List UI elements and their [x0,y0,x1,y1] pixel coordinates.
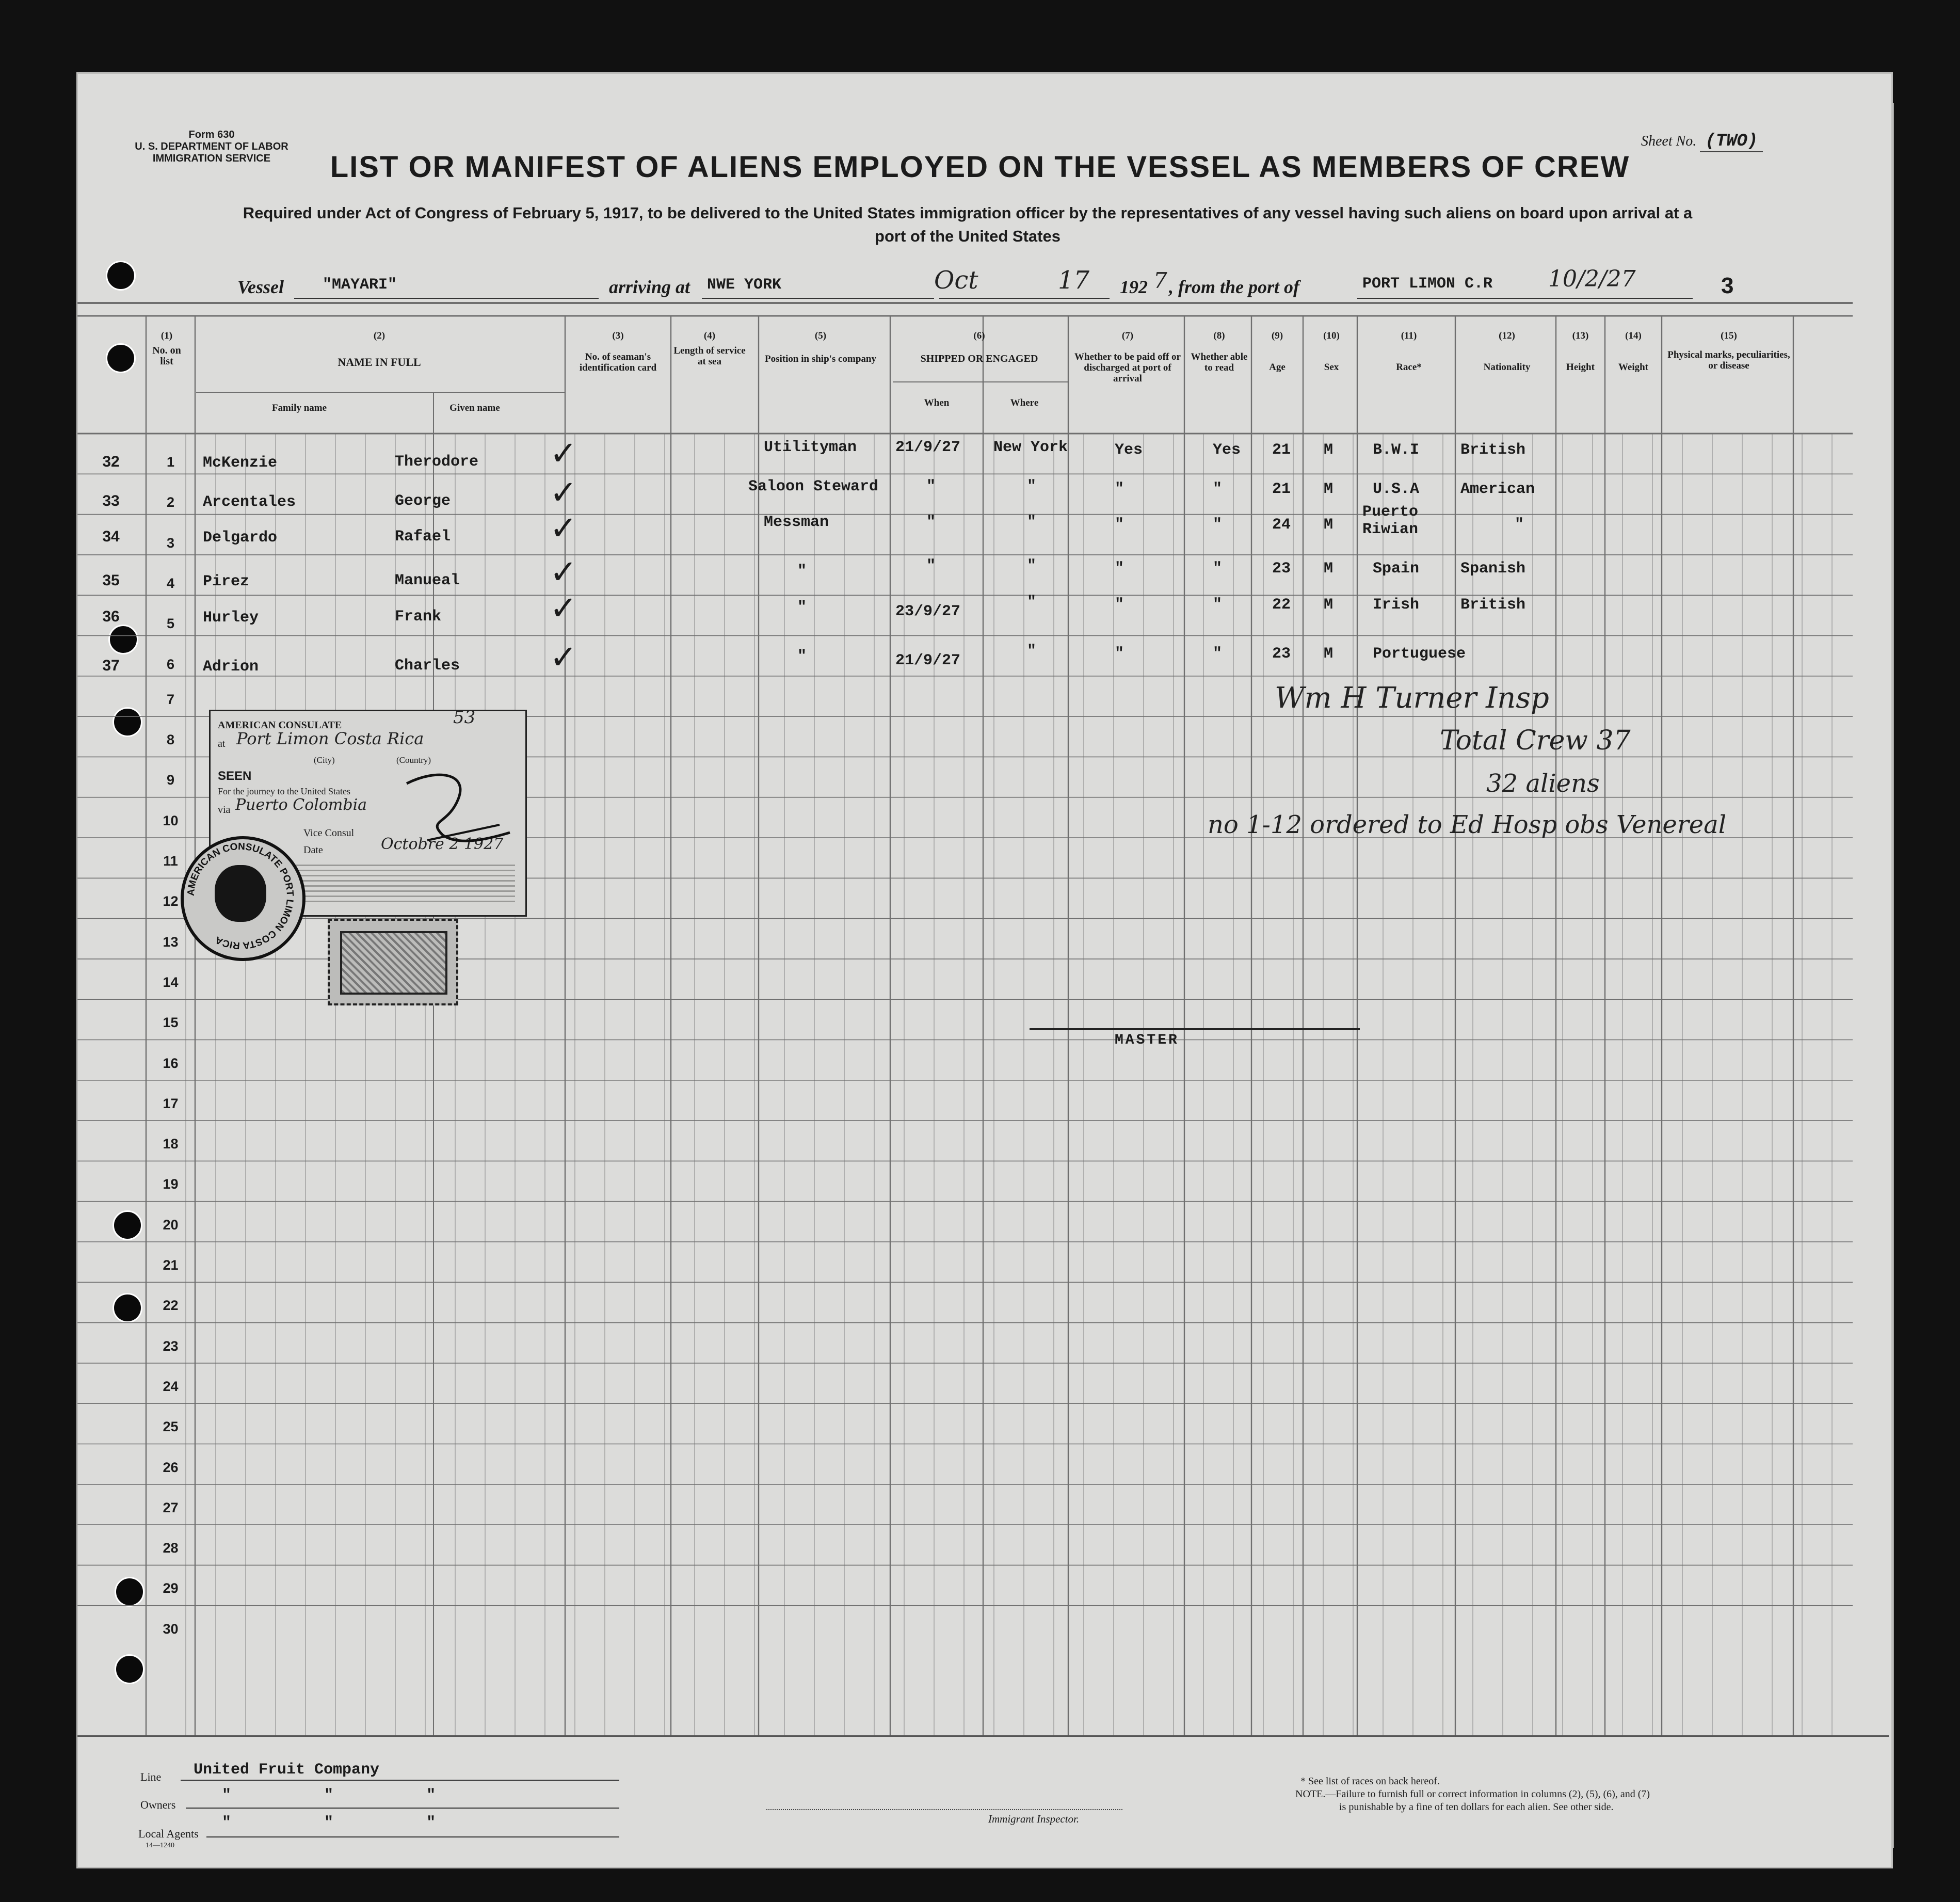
age-value: 23 [1272,560,1291,578]
inspector-signature-line [766,1809,1122,1810]
total-crew-note: Total Crew 37 [1440,725,1631,756]
row-number: 29 [163,1580,179,1596]
shipped-where: " [1027,594,1037,611]
revenue-stamp-icon [328,919,458,1005]
revenue-stamp-inner-icon [340,931,447,995]
col-header-nationality [1460,330,1553,373]
row-number: 13 [163,934,179,950]
col-number: (6) [973,330,985,341]
arriving-value: NWE YORK [707,276,782,294]
col-header-paid [1073,330,1182,384]
race-value: Portuguese [1373,645,1466,663]
family-name: Hurley [203,609,259,627]
stamp-via-label: via [218,804,231,816]
row-number: 8 [166,732,175,748]
col-number: (14) [1625,330,1642,341]
col-label: Weight [1618,362,1649,373]
from-label: , from the port of [1169,277,1300,297]
agents-label: Local Agents [138,1827,199,1840]
col-header-service [671,330,748,367]
year-prefix: 192 [1120,277,1148,297]
nationality-value: American [1460,481,1535,498]
row-number: 1 [166,454,175,470]
col-number: (2) [373,330,385,341]
paid-off-value: " [1115,596,1124,614]
position-value: " [797,599,807,616]
able-to-read-value: " [1213,516,1223,534]
shipped-where: " [1027,478,1037,496]
row-number: 22 [163,1298,179,1314]
able-to-read-value: Yes [1213,441,1241,459]
col-label: Age [1269,362,1286,373]
checkmark-icon: ✓ [550,474,577,512]
sex-value: M [1324,516,1334,534]
row-number: 11 [163,853,178,869]
row-number: 19 [163,1176,179,1192]
sheet-label: Sheet No. [1641,133,1697,149]
shipped-when: " [926,514,936,531]
row-number: 15 [163,1015,179,1031]
able-to-read-value: " [1213,645,1223,663]
sex-value: M [1324,645,1334,663]
crew-row [77,444,1853,480]
given-name: Manueal [395,572,460,589]
col-number: (13) [1572,330,1589,341]
row-number: 30 [163,1621,179,1637]
position-value: Messman [764,514,829,531]
sex-value: M [1324,441,1334,459]
family-name: McKenzie [203,454,278,472]
checkmark-icon: ✓ [550,553,577,592]
row-number: 4 [166,575,175,591]
margin-number: 37 [102,657,120,674]
nationality-value: British [1460,441,1526,459]
master-label: MASTER [1115,1032,1179,1048]
given-name: Frank [395,608,442,626]
crew-row [77,599,1853,635]
owners-label: Owners [140,1798,176,1811]
col-header-no [146,330,187,367]
col-number: (8) [1213,330,1225,341]
age-value: 23 [1272,645,1291,663]
col-label: Nationality [1483,362,1531,373]
row-number: 18 [163,1136,179,1152]
form-number: Form 630 [188,129,235,140]
subtitle-line-2: port of the United States [875,227,1061,245]
row-number: 9 [166,772,175,788]
shipped-where: " [1027,514,1037,531]
col-header-name [196,330,563,367]
table-header [0,0,1960,439]
given-name: Charles [395,657,460,675]
line-label: Line [140,1770,162,1783]
from-port: PORT LIMON C.R [1362,275,1493,293]
row-number: 26 [163,1459,179,1475]
row-number: 25 [163,1419,179,1435]
given-name: Therodore [395,453,479,471]
col-number: (5) [814,330,827,341]
col-header-weight [1608,330,1659,373]
shipped-when: 21/9/27 [895,439,961,456]
footnote-races: * See list of races on back hereof. [1300,1776,1440,1787]
checkmark-icon: ✓ [550,638,577,677]
col-number: (12) [1499,330,1515,341]
row-number: 6 [166,656,175,672]
race-value: U.S.A [1373,481,1420,498]
col-label: No. on list [152,345,181,367]
checkmark-icon: ✓ [550,509,577,548]
seal-ring-text-icon [181,837,300,955]
margin-number: 36 [102,608,120,625]
owners-underline [186,1808,619,1809]
col-number: (11) [1401,330,1417,341]
paid-off-value: " [1115,481,1124,498]
nationality-value: British [1460,596,1526,614]
paid-off-value: Yes [1115,441,1143,459]
shipped-when: " [926,478,936,496]
aliens-count-note: 32 aliens [1486,769,1600,798]
form-department: U. S. DEPARTMENT OF LABOR [135,141,288,152]
family-name: Delgardo [203,529,278,547]
row-number: 7 [166,691,175,707]
vessel-label: Vessel [237,277,284,297]
sheet-value: (TWO) [1700,132,1763,152]
given-name: Rafael [395,528,451,546]
checkmark-icon: ✓ [550,589,577,628]
given-name: George [395,492,451,510]
position-value: Utilityman [764,439,857,456]
position-value: " [797,648,807,665]
col-header-position [759,330,882,364]
col-label: Length of service at sea [673,345,746,367]
col-label: SHIPPED OR ENGAGED [920,353,1038,364]
seal-text: AMERICAN CONSULATE PORT LIMON COSTA RICA [185,841,296,951]
col-subheader-when: When [924,397,950,408]
able-to-read-value: " [1213,560,1223,578]
family-name: Pirez [203,573,250,590]
row-number: 5 [166,616,175,632]
arrival-day: 17 [1058,266,1090,295]
race-value: Irish [1373,596,1420,614]
line-value: United Fruit Company [194,1761,380,1779]
row-number: 17 [163,1095,179,1111]
row-number: 10 [163,812,179,828]
col-number: (7) [1121,330,1134,341]
position-value: " [797,563,807,580]
agents-underline [206,1836,619,1837]
footer-divider [77,1735,1889,1737]
master-signature-line [1030,1028,1360,1030]
col-header-race [1362,330,1455,373]
row-number: 21 [163,1257,179,1273]
col-number: (10) [1323,330,1340,341]
stamp-date-value: Octobre 2 1927 [381,835,504,853]
print-code: 14—1240 [146,1842,174,1849]
col-number: (4) [703,330,716,341]
agents-value: " " " [222,1814,436,1832]
hospital-note: no 1-12 ordered to Ed Hosp obs Venereal [1208,810,1727,839]
col-label: No. of seaman's identification card [579,351,657,373]
age-value: 24 [1272,516,1291,534]
row-number: 12 [163,893,179,909]
stamp-number: 53 [453,707,476,728]
col-subheader-family: Family name [271,403,327,413]
col-number: (9) [1271,330,1283,341]
able-to-read-value: " [1213,596,1223,614]
sex-value: M [1324,481,1334,498]
race-value: B.W.I [1373,441,1420,459]
crew-row [77,563,1853,599]
stamp-via-value: Puerto Colombia [235,796,367,814]
footnote-fine-1: NOTE.—Failure to furnish full or correct information in columns (2), (5), (6), and (7) [1295,1788,1650,1800]
col-label: Physical marks, peculiarities, or disease [1667,349,1790,371]
col-header-read [1187,330,1251,373]
col-subheader-given: Given name [449,403,500,413]
col-label: Whether able to read [1191,351,1248,373]
able-to-read-value: " [1213,481,1223,498]
owners-value: " " " [222,1787,436,1804]
margin-number: 32 [102,453,120,470]
margin-number: 33 [102,492,120,509]
sex-value: M [1324,560,1334,578]
crew-row [77,519,1853,555]
inspector-signature: Wm H Turner Insp [1275,681,1549,715]
form-service: IMMIGRATION SERVICE [152,153,271,164]
stamp-header: AMERICAN CONSULATE [218,720,342,731]
col-label: Position in ship's company [765,354,876,364]
col-number: (3) [612,330,624,341]
row-number: 23 [163,1338,179,1354]
from-date: 10/2/27 [1548,266,1636,292]
stamp-at-value: Port Limon Costa Rica [236,729,424,748]
col-label: Height [1566,362,1595,373]
shipped-where: " [1027,643,1037,660]
row-number: 14 [163,974,179,990]
checkmark-icon: ✓ [550,435,577,473]
col-label: Sex [1324,362,1339,373]
consul-signature-icon [396,763,520,851]
col-subheader-where: Where [1010,397,1039,408]
svg-text:AMERICAN CONSULATE PORT LIMON [186,841,295,951]
row-number: 2 [166,494,175,510]
stamp-vice-consul: Vice Consul [303,827,355,839]
age-value: 22 [1272,596,1291,614]
position-value: Saloon Steward [748,478,879,496]
sex-value: M [1324,596,1334,614]
col-header-sex [1306,330,1357,373]
row-number: 16 [163,1055,179,1071]
race-value: Puerto Riwian [1362,503,1419,538]
stamp-country-label: (Country) [396,755,431,765]
col-header-id-card [568,330,668,373]
vessel-name: "MAYARI" [323,276,397,294]
arriving-label: arriving at [609,277,690,297]
margin-number: 34 [102,528,120,545]
paid-off-value: " [1115,560,1124,578]
row-number: 3 [166,535,175,551]
paid-off-value: " [1115,516,1124,534]
col-number: (1) [160,330,173,341]
row-number: 28 [163,1540,179,1556]
stamp-struck-text [293,861,515,902]
family-name: Arcentales [203,493,296,511]
stamp-city-label: (City) [314,755,335,765]
col-label: Whether to be paid off or discharged at port of arrival [1074,351,1181,384]
age-value: 21 [1272,481,1291,498]
shipped-when: " [926,557,936,575]
shipped-when: 21/9/27 [895,652,961,669]
col-header-age [1254,330,1300,373]
margin-number: 35 [102,572,120,589]
inspector-label: Immigrant Inspector. [988,1813,1080,1825]
stamp-date-label: Date [303,844,323,856]
row-number: 27 [163,1499,179,1515]
footnote-fine-2: is punishable by a fine of ten dollars for each alien. See other side. [1339,1801,1614,1813]
col-header-physical [1664,330,1793,371]
consulate-seal-icon [181,836,306,961]
col-header-height [1556,330,1605,373]
age-value: 21 [1272,441,1291,459]
shipped-where: New York [993,439,1068,456]
paid-off-value: " [1115,645,1124,663]
stamp-seen: SEEN [218,769,252,783]
crew-row [77,483,1853,519]
stamp-journey: For the journey to the United States [218,786,350,796]
col-label: NAME IN FULL [338,356,421,369]
col-label: Race* [1396,362,1422,373]
row-number: 20 [163,1217,179,1233]
subtitle-line-1: Required under Act of Congress of February 5, 1917, to be delivered to the United States immigration officer by the representatives of any vessel having such aliens on board upon arrival at a [243,204,1693,222]
nationality-value: " [1515,516,1524,534]
page-mark: 3 [1721,273,1734,298]
line-underline [181,1780,619,1781]
col-header-shipped [893,330,1066,364]
year-suffix: 7 [1153,268,1167,293]
nationality-value: Spanish [1460,560,1526,578]
family-name: Adrion [203,658,259,676]
shipped-where: " [1027,557,1037,575]
page-title: LIST OR MANIFEST OF ALIENS EMPLOYED ON THE VESSEL AS MEMBERS OF CREW [330,150,1630,184]
crew-row [77,648,1853,684]
shipped-when: 23/9/27 [895,603,961,620]
race-value: Spain [1373,560,1420,578]
col-number: (15) [1721,330,1737,341]
stamp-at-label: at [218,738,226,749]
arrival-month: Oct [934,266,978,295]
row-number: 24 [163,1378,179,1394]
